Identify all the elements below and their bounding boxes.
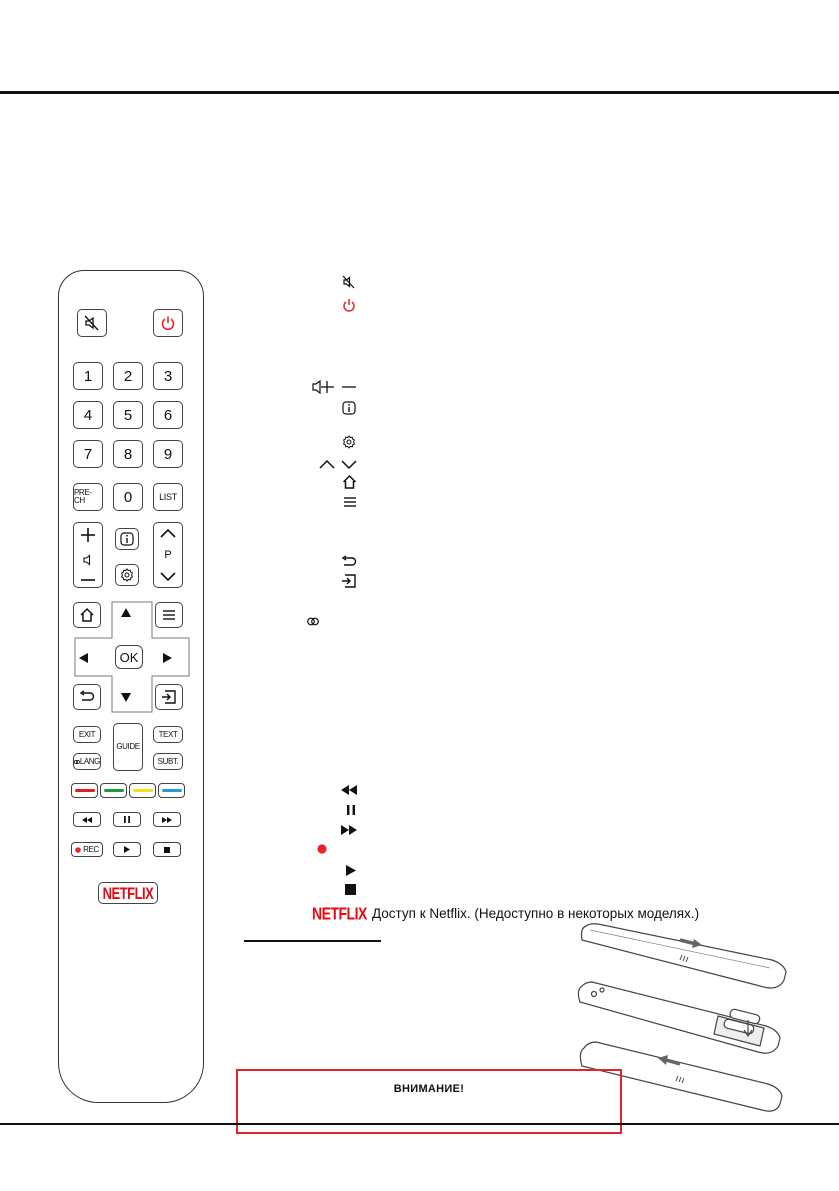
record-button[interactable] [71,842,103,857]
source-input-icon [341,574,357,588]
left-arrow-icon [79,653,88,663]
exit-button[interactable]: EXIT [73,726,101,743]
guide-button[interactable]: GUIDE [113,723,143,771]
number-key-zero[interactable]: 0 [113,483,143,511]
volume-up-icon [80,528,96,542]
number-key[interactable]: 7 [73,440,103,468]
rewind-icon [341,785,357,795]
record-icon [317,844,327,854]
volume-icon [312,380,358,394]
netflix-logo: NETFLIX [312,903,367,923]
number-key[interactable]: 8 [113,440,143,468]
back-button[interactable] [73,684,101,710]
speaker-icon [82,554,94,566]
right-arrow-icon [163,653,172,663]
number-key[interactable]: 5 [113,401,143,429]
netflix-logo: NETFLIX [102,883,154,903]
channel-label: P [164,548,172,561]
pause-icon [347,805,355,815]
text-button[interactable]: TEXT [153,726,183,743]
green-key-bar [104,789,124,793]
fast-forward-icon [341,825,357,835]
info-icon [342,401,356,415]
netflix-description: Доступ к Netflix. (Недоступно в некоторых моделях.) [372,906,700,921]
lang-label: LANG [79,756,100,766]
rewind-icon [82,817,92,823]
green-key[interactable] [100,783,127,798]
menu-icon [343,496,357,508]
rewind-button[interactable] [73,812,101,827]
stop-icon [345,884,356,895]
home-button[interactable] [73,602,101,628]
yellow-key[interactable] [129,783,156,798]
lang-button[interactable] [73,753,101,770]
settings-icon [120,568,134,582]
top-rule [0,91,839,94]
netflix-button[interactable] [98,882,158,904]
ok-button[interactable]: OK [115,645,143,669]
home-icon [342,475,357,489]
down-arrow-icon [121,693,131,702]
bottom-rule [0,1123,839,1125]
number-key[interactable]: 2 [113,362,143,390]
back-icon [79,690,95,704]
number-key[interactable]: 3 [153,362,183,390]
warning-title: ВНИМАНИЕ! [393,1083,465,1095]
record-dot-icon [75,847,81,853]
pre-ch-button[interactable]: PRE-CH [73,483,103,511]
info-button[interactable] [115,528,139,550]
netflix-legend-logo [312,905,367,921]
source-input-icon [161,690,177,704]
home-icon [79,607,95,623]
channel-rocker[interactable] [153,522,183,588]
fast-forward-button[interactable] [153,812,181,827]
channel-up-icon [160,528,176,538]
lang-icon [307,617,319,626]
play-button[interactable] [113,842,141,857]
menu-button[interactable] [155,602,183,628]
power-icon [342,298,356,313]
stop-icon [164,847,170,853]
pause-button[interactable] [113,812,141,827]
number-key[interactable]: 9 [153,440,183,468]
blue-key-bar [162,789,182,793]
stop-button[interactable] [153,842,181,857]
settings-button[interactable] [115,564,139,586]
blue-key[interactable] [158,783,185,798]
mute-icon [342,275,356,289]
mute-button[interactable] [77,309,107,337]
red-key[interactable] [71,783,98,798]
pause-icon [124,816,130,823]
play-icon [124,846,130,853]
right-arrow-button[interactable] [163,653,172,663]
menu-icon [162,609,176,621]
list-button[interactable]: LIST [153,483,183,511]
left-arrow-button[interactable] [79,653,88,663]
number-key[interactable]: 4 [73,401,103,429]
fast-forward-icon [162,817,172,823]
channel-down-icon [160,572,176,582]
info-icon [120,532,134,546]
number-key[interactable]: 1 [73,362,103,390]
section-heading-underline [244,940,381,942]
record-label: REC [83,845,99,854]
subtitle-button[interactable]: SUBT. [153,753,183,770]
number-key[interactable]: 6 [153,401,183,429]
down-arrow-button[interactable] [121,693,131,702]
mute-icon [84,315,100,331]
power-button[interactable] [153,309,183,337]
power-icon [160,315,176,331]
channel-up-down-icon [318,458,358,470]
remote-control-illustration [58,270,204,1103]
play-icon [346,865,356,876]
up-arrow-button[interactable] [121,608,131,617]
up-arrow-icon [121,608,131,617]
yellow-key-bar [133,789,153,793]
source-button[interactable] [155,684,183,710]
volume-down-icon [80,578,96,582]
volume-rocker[interactable] [73,522,103,588]
back-icon [341,555,357,569]
settings-icon [342,435,356,449]
red-key-bar [75,789,95,793]
